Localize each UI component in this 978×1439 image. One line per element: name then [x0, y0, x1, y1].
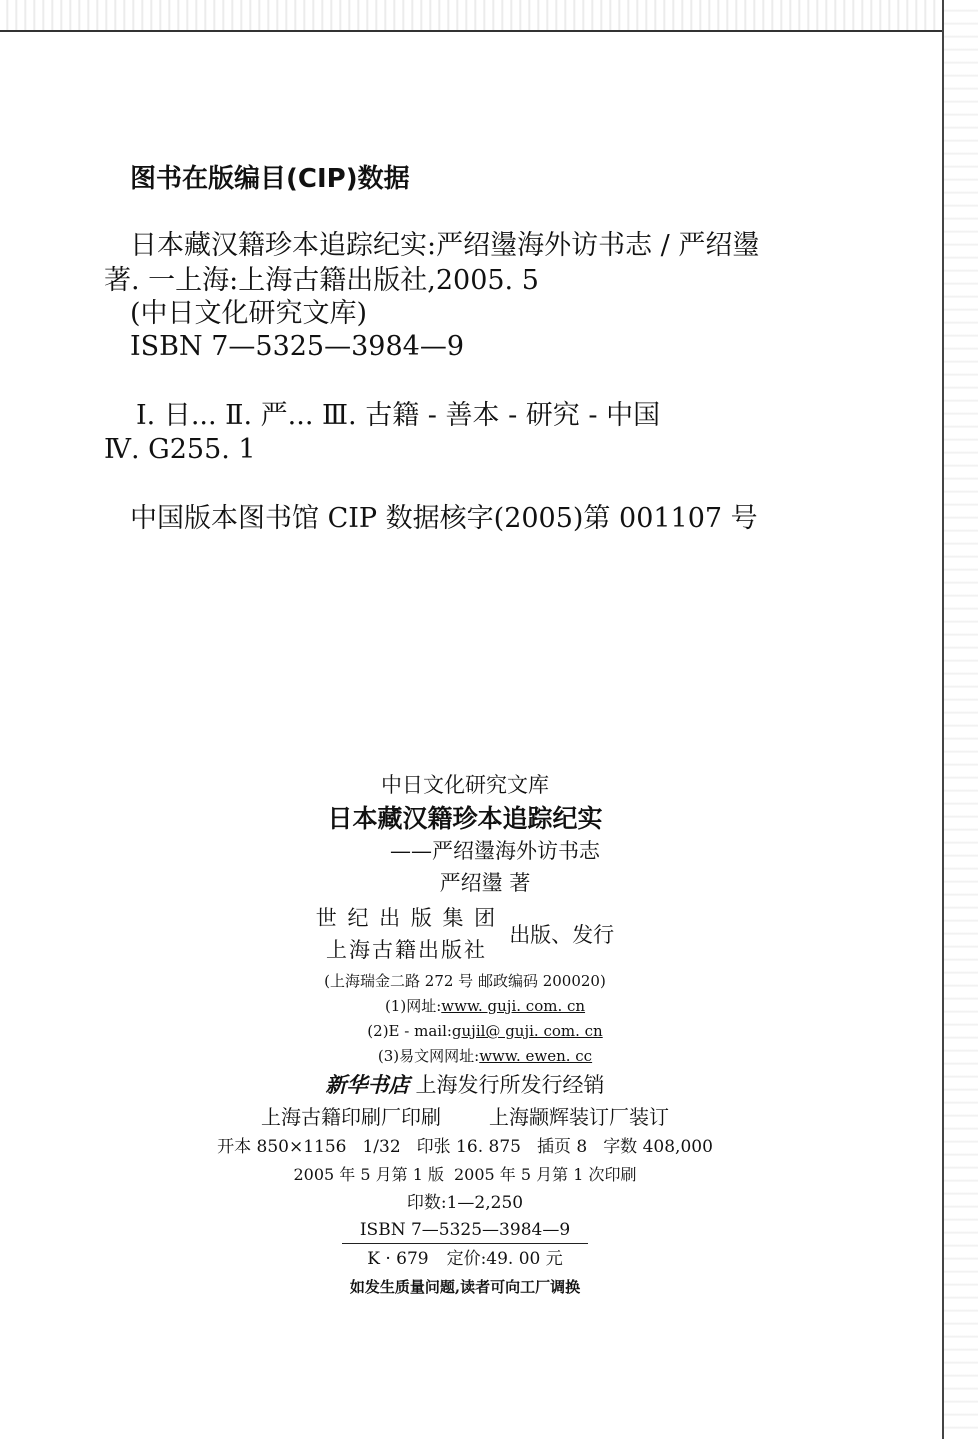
publisher-address: (上海瑞金二路 272 号 邮政编码 200020) — [324, 972, 606, 990]
cip-subjects: Ⅰ. 日... Ⅱ. 严... Ⅲ. 古籍 - 善本 - 研究 - 中国 — [136, 400, 661, 431]
printing: 2005 年 5 月第 1 次印刷 — [454, 1165, 637, 1184]
publisher-house: 上海古籍出版社 — [325, 938, 487, 962]
binder: 上海颛辉装订厂装订 — [489, 1105, 669, 1129]
cip-title-line-1: 日本藏汉籍珍本追踪纪实:严绍璗海外访书志 / 严绍璗 — [130, 230, 760, 261]
xinhua-bookstore-logo: 新华书店 — [325, 1072, 410, 1097]
cip-title-line-2: 著. 一上海:上海古籍出版社,2005. 5 — [104, 265, 539, 296]
price-line — [150, 1244, 780, 1274]
printing-line — [150, 1101, 780, 1133]
cip-isbn: ISBN 7—5325—3984—9 — [130, 331, 464, 362]
quality-notice: 如发生质量问题,读者可向工厂调换 — [349, 1278, 581, 1296]
website-label: (1)网址: — [384, 997, 442, 1015]
email-line — [150, 1019, 780, 1044]
edition-line — [150, 1161, 780, 1189]
cip-series: (中日文化研究文库) — [130, 298, 368, 329]
ewen-label: (3)易文网网址: — [377, 1047, 480, 1065]
word-count: 字数 408,000 — [603, 1137, 713, 1157]
cip-approval-number: 中国版本图书馆 CIP 数据核字(2005)第 001107 号 — [130, 503, 758, 534]
colophon-author: 严绍璗 著 — [439, 871, 531, 895]
colophon-subtitle: ——严绍璗海外访书志 — [390, 839, 600, 863]
publish-role: 出版、发行 — [509, 923, 615, 947]
printer: 上海古籍印刷厂印刷 — [261, 1105, 441, 1129]
distribution-text: 上海发行所发行经销 — [415, 1073, 605, 1097]
colophon-title: 日本藏汉籍珍本追踪纪实 — [327, 804, 603, 833]
email-label: (2)E - mail: — [367, 1022, 452, 1040]
cip-classification: Ⅳ. G255. 1 — [104, 434, 256, 465]
plates: 插页 8 — [536, 1137, 588, 1157]
ewen-line — [150, 1044, 780, 1069]
website-line — [150, 994, 780, 1019]
cip-heading: 图书在版编目(CIP)数据 — [130, 164, 410, 194]
format: 开本 850×1156 — [217, 1137, 347, 1157]
scan-border-right — [942, 0, 978, 1439]
publisher-group: 世 纪 出 版 集 团 — [315, 906, 498, 930]
distribution-line — [150, 1069, 780, 1101]
price: 定价:49. 00 元 — [446, 1249, 563, 1269]
fold: 1/32 — [362, 1137, 401, 1157]
spec-line — [150, 1133, 780, 1161]
ewen-link[interactable]: www. ewen. cc — [479, 1047, 593, 1065]
website-link[interactable]: www. guji. com. cn — [441, 997, 586, 1015]
sheets: 印张 16. 875 — [416, 1137, 521, 1157]
isbn-line — [150, 1217, 780, 1244]
edition: 2005 年 5 月第 1 版 — [293, 1165, 444, 1184]
colophon-block — [150, 770, 780, 1300]
colophon-series: 中日文化研究文库 — [381, 773, 549, 797]
scan-border-top — [0, 0, 978, 32]
catalog-number: K · 679 — [367, 1249, 429, 1269]
email-link[interactable]: gujil@ guji. com. cn — [451, 1022, 603, 1040]
publisher-block — [150, 902, 780, 966]
colophon-isbn: ISBN 7—5325—3984—9 — [342, 1217, 588, 1244]
print-count: 印数:1—2,250 — [406, 1193, 524, 1213]
publisher-names — [316, 902, 497, 966]
